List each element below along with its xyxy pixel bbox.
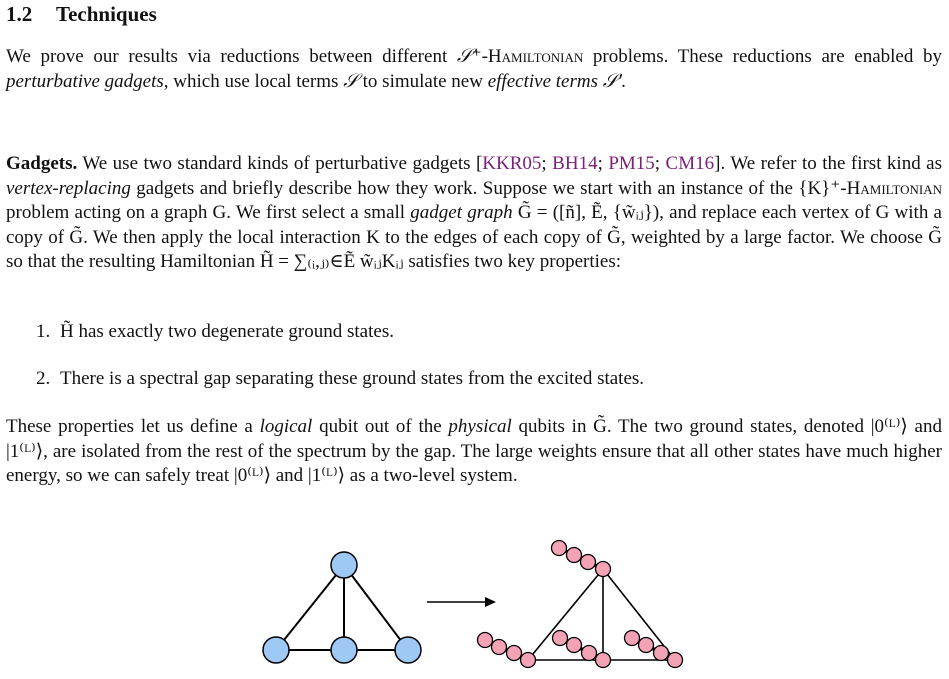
graph-edge <box>344 565 408 650</box>
citation-link[interactable]: PM15 <box>608 153 655 174</box>
section-title: Techniques <box>56 2 157 26</box>
gadget-vertex <box>492 640 507 655</box>
gadget-diagram <box>0 536 949 675</box>
citation-link[interactable]: KKR05 <box>482 153 542 174</box>
gadgets-paragraph: Gadgets. We use two standard kinds of perturbative gadgets [KKR05; BH14; PM15; CM16]. We refer to the first kind as vertex-replacing gadgets and briefly describe how they work. Suppose we start with an instance of the {K}⁺-Hamiltonian problem acting on a graph G. We first select a small gadget graph G̃ = ([ñ], Ẽ, {w̃ᵢⱼ}), and replace each vertex of G with a copy of G̃. We then apply the local interaction K to the edges of each copy of G̃, weighted by a large factor. We choose G̃ so that the resulting Hamiltonian H̃ = ∑₍ᵢ,ⱼ₎∈Ẽ w̃ᵢⱼKᵢⱼ satisfies two key properties: <box>6 153 943 273</box>
intro-paragraph: We prove our results via reductions between different 𝒮⁺-Hamiltonian problems. These reductions are enabled by perturbative gadgets, which use local terms 𝒮 to simulate new effective terms 𝒮′. <box>6 46 942 92</box>
citation-link[interactable]: CM16 <box>665 153 715 174</box>
list-item: 2. There is a spectral gap separating these ground states from the excited states. <box>36 368 645 389</box>
gadget-vertex <box>507 646 522 661</box>
gadget-vertex <box>553 631 568 646</box>
list-item: 1. H̃ has exactly two degenerate ground states. <box>36 321 394 342</box>
gadget-vertex <box>654 646 669 661</box>
gadget-vertices <box>478 541 683 668</box>
arrow-icon <box>427 597 496 607</box>
original-vertices <box>263 552 421 663</box>
properties-paragraph: These properties let us define a logical qubit out of the physical qubits in G̃. The two ground states, denoted |0⁽ᴸ⁾⟩ and |1⁽ᴸ⁾⟩, are isolated from the rest of the spectrum by the gap. The large weights ensure that all other states have much higher energy, so we can safely treat |0⁽ᴸ⁾⟩ and |1⁽ᴸ⁾⟩ as a two-level system. <box>6 416 942 487</box>
graph-vertex <box>331 552 357 578</box>
paragraph-lead: Gadgets. <box>6 153 78 174</box>
gadget-figure <box>0 536 949 675</box>
graph-edge <box>276 565 344 650</box>
graph-vertex <box>263 637 289 663</box>
section-number: 1.2 <box>6 2 33 26</box>
gadget-vertex <box>639 638 654 653</box>
gadget-vertex <box>582 646 597 661</box>
citation-link[interactable]: BH14 <box>552 153 598 174</box>
gadget-vertex <box>521 653 536 668</box>
gadget-vertex <box>478 633 493 648</box>
gadget-vertex <box>567 548 582 563</box>
gadget-vertex <box>581 555 596 570</box>
gadget-vertex <box>567 638 582 653</box>
gadget-vertex <box>596 562 611 577</box>
gadget-vertex <box>596 653 611 668</box>
gadget-vertex <box>668 653 683 668</box>
gadget-vertex <box>552 541 567 556</box>
gadget-vertex <box>625 631 640 646</box>
graph-vertex <box>395 637 421 663</box>
section-heading <box>6 2 157 27</box>
graph-vertex <box>331 637 357 663</box>
